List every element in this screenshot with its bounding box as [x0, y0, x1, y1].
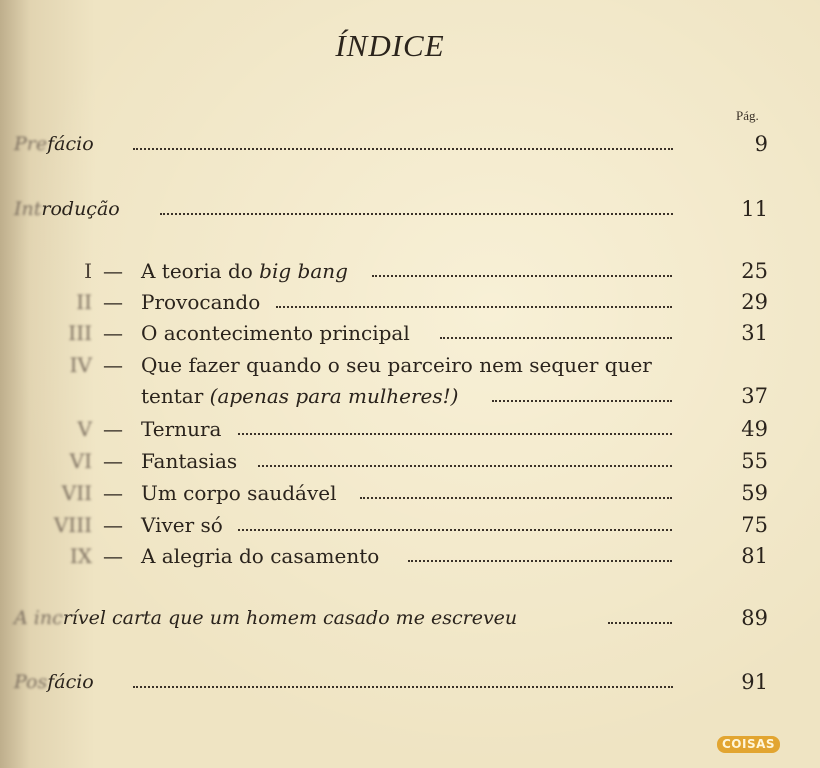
- dot-leader: [238, 433, 672, 435]
- toc-entry-chapter-7: [0, 480, 820, 510]
- chapter-title-text: A teoria do: [141, 259, 260, 283]
- chapter-dash: —: [103, 417, 123, 441]
- entry-label-rest: rível carta que um homem casado me escreveu: [62, 607, 518, 629]
- entry-page-number: 9: [754, 132, 768, 156]
- entry-label-rest: fácio: [47, 133, 94, 155]
- chapter-numeral: VII: [61, 481, 92, 505]
- dot-leader: [608, 622, 672, 624]
- chapter-title: Um corpo saudável: [141, 481, 337, 505]
- chapter-page-number: 31: [741, 321, 768, 345]
- dot-leader: [408, 560, 672, 562]
- toc-entry-postface: [0, 669, 820, 699]
- entry-label: [14, 131, 94, 157]
- chapter-dash: —: [103, 259, 123, 283]
- dot-leader: [160, 213, 673, 215]
- chapter-title: [141, 258, 348, 284]
- dot-leader: [492, 400, 672, 402]
- chapter-page-number: 75: [741, 513, 768, 537]
- toc-entry-chapter-9: [0, 543, 820, 573]
- chapter-title: Ternura: [141, 417, 222, 441]
- chapter-page-number: 59: [741, 481, 768, 505]
- toc-entry-introduction: [0, 196, 820, 226]
- dot-leader: [440, 337, 672, 339]
- chapter-page-number: 37: [741, 384, 768, 408]
- toc-entry-chapter-3: [0, 320, 820, 350]
- toc-entry-chapter-6: [0, 448, 820, 478]
- entry-page-number: 91: [741, 670, 768, 694]
- chapter-dash: —: [103, 481, 123, 505]
- chapter-numeral: IV: [69, 353, 92, 377]
- dot-leader: [372, 275, 672, 277]
- chapter-numeral: I: [84, 259, 92, 283]
- chapter-page-number: 29: [741, 290, 768, 314]
- entry-label: [14, 669, 94, 695]
- toc-entry-letter: [0, 605, 820, 635]
- chapter-title-italic: (apenas para mulheres!): [209, 384, 459, 408]
- page-title: ÍNDICE: [335, 28, 445, 63]
- chapter-numeral: VI: [69, 449, 92, 473]
- dot-leader: [360, 497, 672, 499]
- entry-label-prefix: Pre: [14, 133, 48, 155]
- chapter-dash: —: [103, 544, 123, 568]
- chapter-numeral: VIII: [53, 513, 92, 537]
- entry-label-prefix: Pos: [14, 671, 48, 693]
- toc-entry-chapter-4: [0, 352, 820, 382]
- toc-entry-chapter-2: [0, 289, 820, 319]
- chapter-dash: —: [103, 321, 123, 345]
- chapter-title: Fantasias: [141, 449, 238, 473]
- chapter-numeral: II: [76, 290, 92, 314]
- entry-label-prefix: A inc: [14, 607, 63, 629]
- entry-page-number: 89: [741, 606, 768, 630]
- chapter-page-number: 55: [741, 449, 768, 473]
- chapter-title: Que fazer quando o seu parceiro nem sequer quer: [141, 353, 652, 377]
- toc-entry-chapter-1: [0, 258, 820, 288]
- chapter-numeral: IX: [69, 544, 92, 568]
- entry-label-prefix: Int: [14, 198, 42, 220]
- entry-page-number: 11: [741, 197, 768, 221]
- chapter-title: Viver só: [141, 513, 223, 537]
- watermark-logo: COISAS: [717, 736, 780, 753]
- chapter-dash: —: [103, 353, 123, 377]
- chapter-dash: —: [103, 513, 123, 537]
- chapter-page-number: 81: [741, 544, 768, 568]
- chapter-title-text: tentar: [141, 384, 210, 408]
- dot-leader: [238, 529, 672, 531]
- chapter-title: O acontecimento principal: [141, 321, 410, 345]
- chapter-page-number: 49: [741, 417, 768, 441]
- toc-entry-chapter-8: [0, 512, 820, 542]
- chapter-numeral: III: [68, 321, 92, 345]
- entry-label-rest: fácio: [47, 671, 94, 693]
- page-column-header: Pág.: [736, 108, 759, 123]
- entry-label: [14, 605, 517, 631]
- entry-label: [14, 196, 120, 222]
- dot-leader: [276, 306, 672, 308]
- chapter-numeral: V: [77, 417, 92, 441]
- chapter-dash: —: [103, 290, 123, 314]
- chapter-dash: —: [103, 449, 123, 473]
- chapter-title: A alegria do casamento: [141, 544, 380, 568]
- chapter-title-italic: big bang: [259, 259, 348, 283]
- dot-leader: [133, 686, 673, 688]
- toc-entry-chapter-4-continued: [0, 383, 820, 413]
- dot-leader: [258, 465, 672, 467]
- dot-leader: [133, 148, 673, 150]
- chapter-title: Provocando: [141, 290, 261, 314]
- chapter-page-number: 25: [741, 259, 768, 283]
- toc-entry-chapter-5: [0, 416, 820, 446]
- entry-label-rest: rodução: [41, 198, 120, 220]
- chapter-title-continued: [141, 383, 458, 409]
- toc-entry-preface: [0, 131, 820, 161]
